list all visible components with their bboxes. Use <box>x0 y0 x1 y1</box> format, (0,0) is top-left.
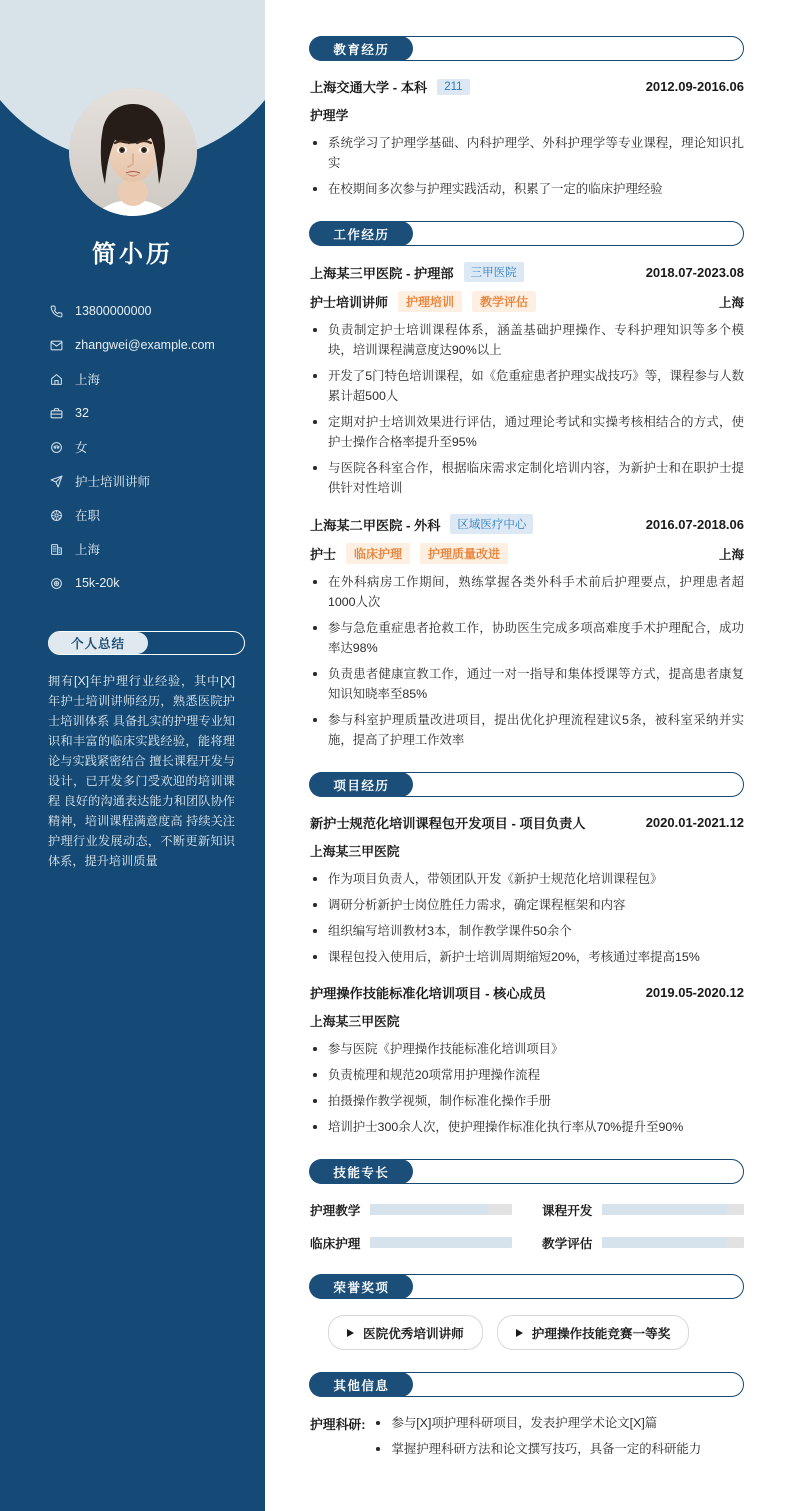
entry-header-row <box>310 813 744 832</box>
contact-list <box>0 297 265 597</box>
contact-item-salary <box>48 569 265 597</box>
contact-value: 上海 <box>75 543 101 557</box>
entry-header-row <box>310 983 744 1002</box>
sidebar-section-header-summary <box>48 631 245 655</box>
list-item: 掌握护理科研方法和论文撰写技巧，具备一定的科研能力 <box>373 1439 744 1459</box>
contact-value: 13800000000 <box>75 304 152 318</box>
entry-title-group <box>310 77 470 96</box>
entry-header-row <box>310 262 744 282</box>
skill-progress-fill <box>602 1237 727 1248</box>
contact-value: 护士培训讲师 <box>75 475 151 489</box>
entry-bullet-list <box>310 869 744 967</box>
entry-tag: 211 <box>437 79 469 95</box>
contact-item-age <box>48 399 265 427</box>
contact-value: 上海 <box>75 373 101 387</box>
list-item: 组织编写培训教材3本，制作教学课件50余个 <box>310 921 744 941</box>
sidebar-section-title: 个人总结 <box>48 632 148 654</box>
phone-icon <box>48 303 64 319</box>
honors-list <box>310 1315 744 1350</box>
education-entry <box>310 77 744 199</box>
section-education <box>310 36 744 199</box>
honor-badge <box>497 1315 690 1350</box>
gender-icon <box>48 439 64 455</box>
entry-bullet-list <box>310 1039 744 1137</box>
portrait-photo-icon <box>69 88 197 216</box>
skill-progress-bar <box>602 1204 744 1215</box>
list-item: 参与医院《护理操作技能标准化培训项目》 <box>310 1039 744 1059</box>
skill-progress-bar <box>370 1237 512 1248</box>
other-info-key: 护理科研: <box>310 1417 366 1432</box>
contact-item-city <box>48 365 265 393</box>
skill-progress-fill <box>370 1204 488 1215</box>
honor-label: 护理操作技能竞赛一等奖 <box>531 1327 671 1341</box>
target-icon <box>48 575 64 591</box>
list-item: 作为项目负责人，带领团队开发《新护士规范化培训课程包》 <box>310 869 744 889</box>
section-other-info <box>310 1372 744 1459</box>
personal-summary-text: 拥有[X]年护理行业经验，其中[X]年护士培训讲师经历，熟悉医院护士培训体系 具备扎实的护理专业知识和丰富的临床实践经验，能将理论与实践紧密结合 擅长课程开发与设计，已开发多门受欢迎的培训课程 良好的沟通表达能力和团队协作精神，培训课程满意度高 持续关注护理行业发展动态，不断更新知识体系，提升培训质量 <box>48 674 235 868</box>
list-item: 参与[X]项护理科研项目，发表护理学术论文[X]篇 <box>373 1413 744 1433</box>
entry-date: 2012.09-2016.06 <box>645 79 744 94</box>
entry-subtitle: 上海某三甲医院 <box>310 844 400 859</box>
contact-item-gender <box>48 433 265 461</box>
section-header-education <box>310 36 744 61</box>
entry-title-group <box>310 262 524 282</box>
list-item: 在外科病房工作期间，熟练掌握各类外科手术前后护理要点，护理患者超1000人次 <box>310 572 744 612</box>
list-item: 负责患者健康宣教工作，通过一对一指导和集体授课等方式，提高患者康复知识知晓率至85% <box>310 664 744 704</box>
list-item: 负责梳理和规范20项常用护理操作流程 <box>310 1065 744 1085</box>
main-content <box>265 0 794 1511</box>
paper-plane-icon <box>48 473 64 489</box>
entry-title: 护理操作技能标准化培训项目 - 核心成员 <box>310 986 546 1001</box>
honor-badge <box>328 1315 483 1350</box>
entry-role: 护士 <box>310 547 337 562</box>
skill-progress-fill <box>602 1204 727 1215</box>
entry-role-group <box>310 543 508 564</box>
skill-progress-bar <box>370 1204 512 1215</box>
contact-item-position <box>48 467 265 495</box>
skill-label: 教学评估 <box>542 1237 593 1251</box>
entry-title-group <box>310 983 546 1002</box>
entry-title: 新护士规范化培训课程包开发项目 - 项目负责人 <box>310 816 586 831</box>
triangle-right-icon <box>516 1329 523 1337</box>
entry-date: 2018.07-2023.08 <box>645 264 744 280</box>
project-entry <box>310 983 744 1137</box>
section-title: 其他信息 <box>309 1372 413 1397</box>
contact-item-work-city <box>48 535 265 563</box>
list-item: 定期对护士培训效果进行评估，通过理论考试和实操考核相结合的方式，使护士操作合格率提升至95% <box>310 412 744 452</box>
entry-subtitle: 护理学 <box>310 108 349 123</box>
entry-title: 上海交通大学 - 本科 <box>310 80 428 95</box>
skills-grid <box>310 1200 744 1252</box>
building-icon <box>48 541 64 557</box>
entry-date: 2019.05-2020.12 <box>645 985 744 1000</box>
other-info-row <box>310 1413 744 1459</box>
contact-value: zhangwei@example.com <box>75 338 215 352</box>
contact-item-status <box>48 501 265 529</box>
list-item: 在校期间多次参与护理实践活动，积累了一定的临床护理经验 <box>310 179 744 199</box>
entry-title-group <box>310 813 585 832</box>
contact-value: 32 <box>75 406 89 420</box>
gear-icon <box>48 507 64 523</box>
skill-progress-fill <box>370 1237 512 1248</box>
sidebar <box>0 0 265 1511</box>
entry-location: 上海 <box>718 295 744 310</box>
list-item: 调研分析新护士岗位胜任力需求，确定课程框架和内容 <box>310 895 744 915</box>
entry-tag: 三甲医院 <box>464 262 524 282</box>
section-projects <box>310 772 744 1137</box>
entry-header-row <box>310 514 744 534</box>
contact-value: 15k-20k <box>75 576 120 590</box>
list-item: 拍摄操作教学视频，制作标准化操作手册 <box>310 1091 744 1111</box>
list-item: 培训护士300余人次，使护理操作标准化执行率从70%提升至90% <box>310 1117 744 1137</box>
email-icon <box>48 337 64 353</box>
section-header-work <box>310 221 744 246</box>
section-header-other-info <box>310 1372 744 1397</box>
list-item: 开发了5门特色培训课程，如《危重症患者护理实战技巧》等，课程参与人数累计超500人 <box>310 366 744 406</box>
entry-title: 上海某二甲医院 - 外科 <box>310 517 441 533</box>
entry-header-row <box>310 77 744 96</box>
skill-row <box>542 1200 744 1219</box>
home-icon <box>48 371 64 387</box>
entry-bullet-list <box>310 320 744 498</box>
person-name: 简小历 <box>92 241 173 268</box>
skill-row <box>310 1233 512 1252</box>
section-header-projects <box>310 772 744 797</box>
section-honors <box>310 1274 744 1350</box>
entry-tag: 区域医疗中心 <box>450 514 533 534</box>
list-item: 系统学习了护理学基础、内科护理学、外科护理学等专业课程，理论知识扎实 <box>310 133 744 173</box>
list-item: 负责制定护士培训课程体系，涵盖基础护理操作、专科护理知识等多个模块，培训课程满意度达90%以上 <box>310 320 744 360</box>
entry-bullet-list <box>310 133 744 199</box>
entry-role-row <box>310 543 744 564</box>
section-title: 荣誉奖项 <box>309 1274 413 1299</box>
section-skills <box>310 1159 744 1252</box>
section-work <box>310 221 744 750</box>
section-title: 技能专长 <box>309 1159 413 1184</box>
list-item: 课程包投入使用后，新护士培训周期缩短20%，考核通过率提高15% <box>310 947 744 967</box>
entry-subtitle: 上海某三甲医院 <box>310 1014 400 1029</box>
section-title: 教育经历 <box>309 36 413 61</box>
triangle-right-icon <box>347 1329 354 1337</box>
work-entry <box>310 514 744 750</box>
entry-title: 上海某三甲医院 - 护理部 <box>310 265 454 281</box>
honor-label: 医院优秀培训讲师 <box>363 1327 464 1341</box>
contact-value: 女 <box>75 441 88 455</box>
entry-role-row <box>310 291 744 312</box>
skill-row <box>542 1233 744 1252</box>
skill-row <box>310 1200 512 1219</box>
section-title: 项目经历 <box>309 772 413 797</box>
entry-skill-tag: 护理培训 <box>398 291 462 312</box>
entry-date: 2016.07-2018.06 <box>645 516 744 532</box>
entry-bullet-list <box>310 572 744 750</box>
entry-title-group <box>310 514 533 534</box>
list-item: 参与科室护理质量改进项目，提出优化护理流程建议5条，被科室采纳并实施，提高了护理工作效率 <box>310 710 744 750</box>
other-info-bullet-list <box>373 1413 744 1459</box>
contact-item-phone <box>48 297 265 325</box>
entry-date: 2020.01-2021.12 <box>645 815 744 830</box>
contact-item-email <box>48 331 265 359</box>
skill-label: 课程开发 <box>542 1204 593 1218</box>
section-header-honors <box>310 1274 744 1299</box>
list-item: 参与急危重症患者抢救工作，协助医生完成多项高难度手术护理配合，成功率达98% <box>310 618 744 658</box>
briefcase-icon <box>48 405 64 421</box>
project-entry <box>310 813 744 967</box>
skill-label: 临床护理 <box>310 1237 361 1251</box>
work-entry <box>310 262 744 498</box>
section-header-skills <box>310 1159 744 1184</box>
entry-skill-tag: 护理质量改进 <box>420 543 508 564</box>
skill-progress-bar <box>602 1237 744 1248</box>
entry-role: 护士培训讲师 <box>310 295 389 310</box>
entry-role-group <box>310 291 536 312</box>
section-title: 工作经历 <box>309 221 413 246</box>
skill-label: 护理教学 <box>310 1204 361 1218</box>
avatar <box>69 88 197 216</box>
contact-value: 在职 <box>75 509 101 523</box>
entry-location: 上海 <box>718 547 744 562</box>
list-item: 与医院各科室合作，根据临床需求定制化培训内容，为新护士和在职护士提供针对性培训 <box>310 458 744 498</box>
entry-skill-tag: 教学评估 <box>472 291 536 312</box>
entry-skill-tag: 临床护理 <box>346 543 410 564</box>
